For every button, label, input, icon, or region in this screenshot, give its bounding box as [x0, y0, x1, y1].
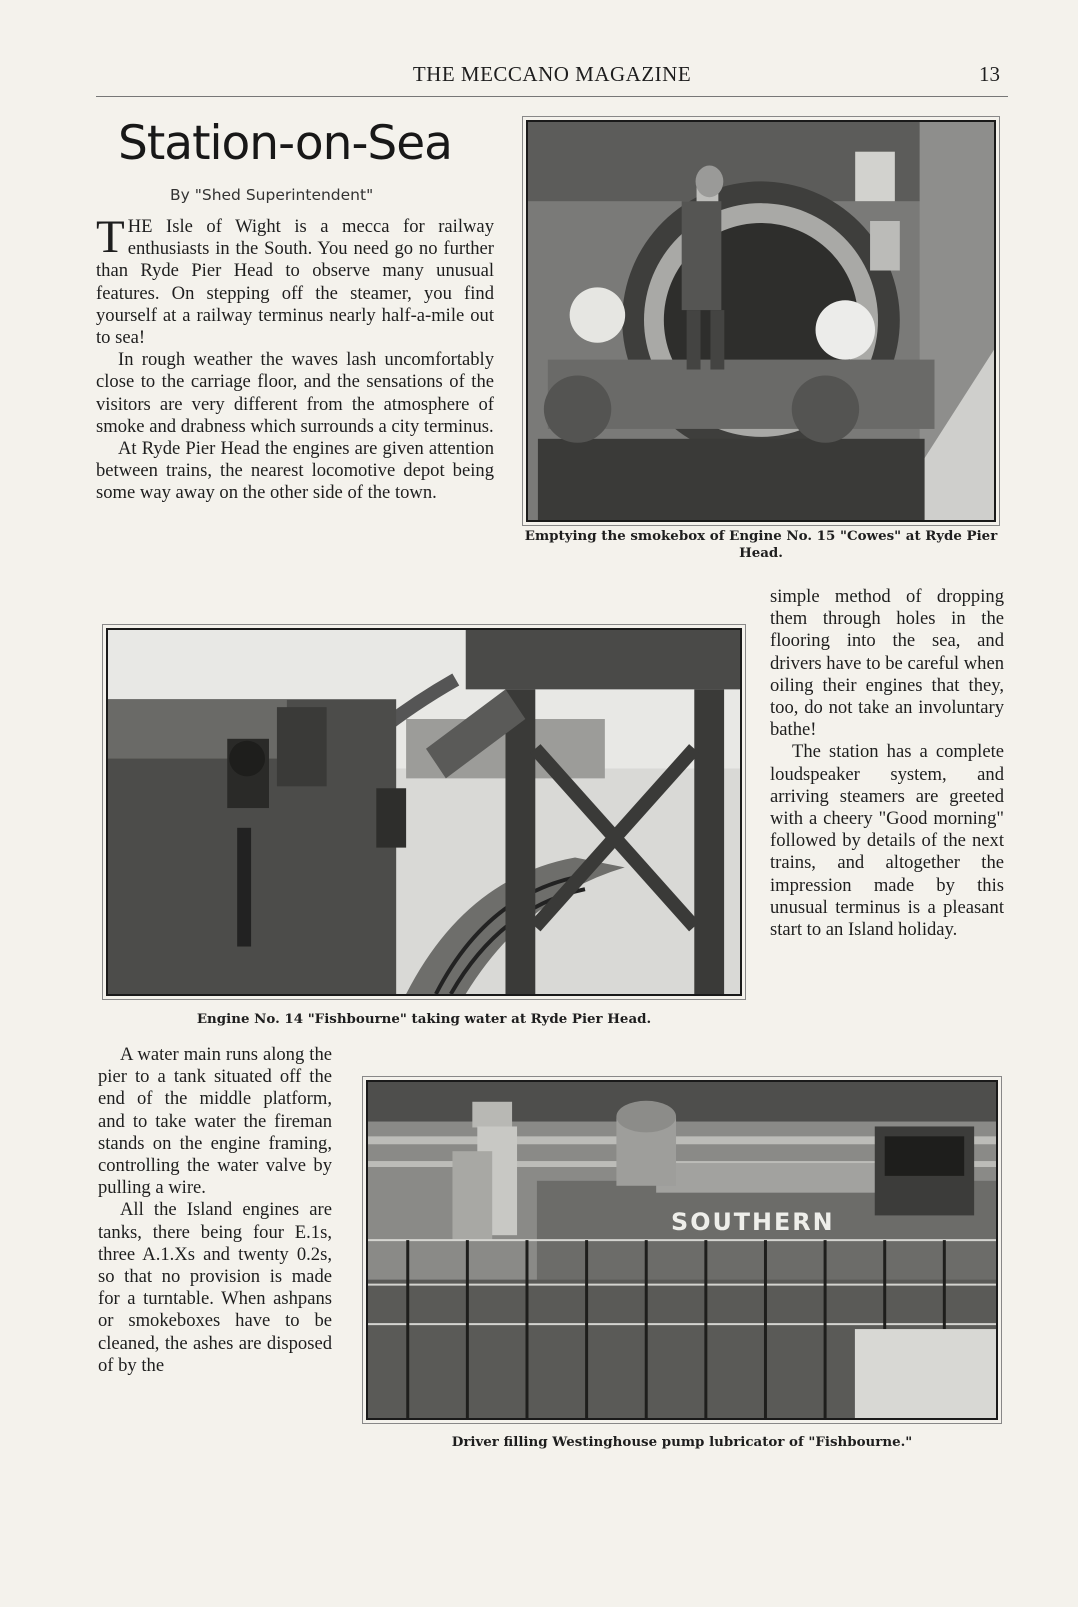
loudspeaker-paragraph: The station has a complete loudspeaker system, and arriving steamers are greeted with a cheery "Good morning" followed by details of the next trains, and altogether the impression made by this unusual terminus is a pleasant start to an Island holiday. — [770, 741, 1004, 941]
page-number: 13 — [979, 62, 1000, 86]
magazine-title: THE MECCANO MAGAZINE — [412, 62, 692, 86]
southern-lettering: SOUTHERN — [671, 1208, 835, 1237]
smokebox-caption: Emptying the smokebox of Engine No. 15 "Cowes" at Ryde Pier Head. — [524, 528, 998, 561]
smokebox-photo-illustration — [528, 122, 994, 520]
intro-paragraph — [96, 211, 494, 349]
water-photo-illustration — [108, 630, 740, 994]
intro-paragraph-text: HE Isle of Wight is a mecca for railway enthusiasts in the South. You need go no further than Ryde Pier Head to observe many unusual features. On stepping off the steamer, you find yourself at a railway terminus nearly half-a-mile out to sea! — [96, 216, 494, 349]
lubricator-caption: Driver filling Westinghouse pump lubricator of "Fishbourne." — [451, 1434, 913, 1450]
article-title: Station-on-Sea — [118, 116, 452, 171]
right-column — [770, 586, 1004, 941]
ashes-continuation: simple method of dropping them through holes in the flooring into the sea, and drivers have to be careful when oiling their engines that they, too, do not take an involuntary bathe! — [770, 586, 1004, 741]
photo-taking-water — [106, 628, 742, 996]
photo-smokebox — [526, 120, 996, 522]
island-engines-paragraph: All the Island engines are tanks, there being four E.1s, three A.1.Xs and twenty 0.2s, so that no provision is made for a turntable. When ashpans or smokeboxes have to be cleaned, the ashes are disposed of by the — [98, 1199, 332, 1376]
lubricator-photo-illustration — [368, 1082, 996, 1418]
running-header — [96, 58, 1008, 97]
article-byline: By "Shed Superintendent" — [170, 186, 374, 204]
attention-paragraph: At Ryde Pier Head the engines are given attention between trains, the nearest locomotive depot being some way away on the other side of the town. — [96, 438, 494, 504]
water-caption: Engine No. 14 "Fishbourne" taking water at Ryde Pier Head. — [196, 1011, 652, 1027]
water-main-paragraph: A water main runs along the pier to a tank situated off the end of the middle platform, and to take water the fireman stands on the engine framing, controlling the water valve by pulling a wire. — [98, 1044, 332, 1199]
drop-cap: T — [96, 211, 125, 263]
weather-paragraph: In rough weather the waves lash uncomfortably close to the carriage floor, and the sensations of the visitors are very different from the atmosphere of smoke and drabness which surrounds a city terminus. — [96, 349, 494, 437]
bottom-left-column — [98, 1044, 332, 1377]
intro-column — [96, 211, 494, 505]
photo-lubricator — [366, 1080, 998, 1420]
